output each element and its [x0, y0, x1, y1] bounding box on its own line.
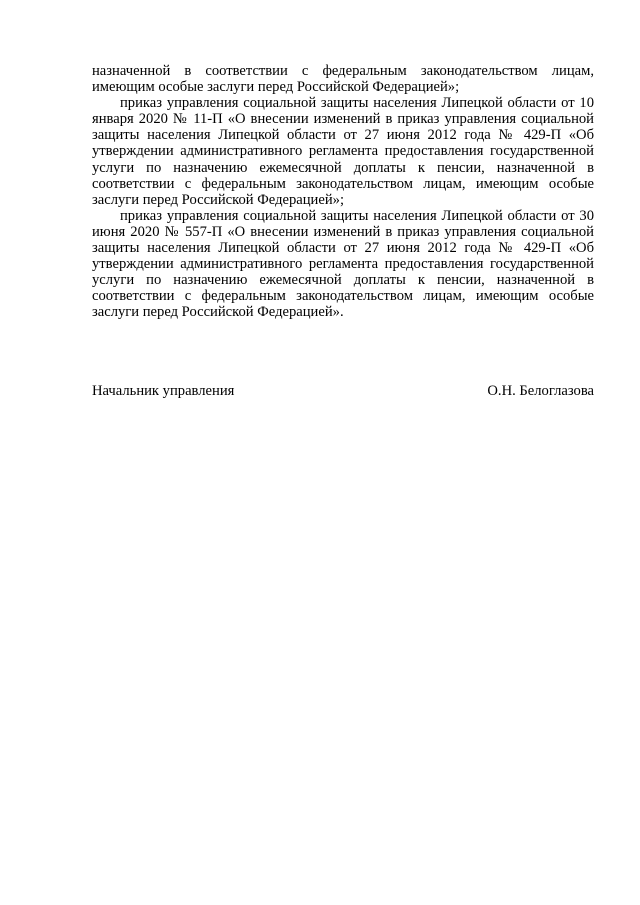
paragraph-order-june: приказ управления социальной защиты населения Липецкой области от 30 июня 2020 № 557-П «О внесении изменений в приказ управления социальной защиты населения Липецкой области от 27 июня 2012 года № 429-П «Об утверждении административного регламента предоставления государственной услуги по назначению ежемесячной доплаты к пенсии, назначенной в соответствии с федеральным законодательством лицам, имеющим особые заслуги перед Российской Федерацией». — [92, 207, 594, 321]
signature-block — [92, 383, 594, 399]
signature-position: Начальник управления — [92, 383, 235, 399]
document-body — [92, 63, 594, 321]
paragraph-continuation: назначенной в соответствии с федеральным законодательством лицам, имеющим особые заслуги перед Российской Федерацией»; — [92, 63, 594, 96]
signature-name: О.Н. Белоглазова — [487, 383, 594, 399]
paragraph-order-january: приказ управления социальной защиты населения Липецкой области от 10 января 2020 № 11-П «О внесении изменений в приказ управления социальной защиты населения Липецкой области от 27 июня 2012 года № 429-П «Об утверждении административного регламента предоставления государственной услуги по назначению ежемесячной доплаты к пенсии, назначенной в соответствии с федеральным законодательством лицам, имеющим особые заслуги перед Российской Федерацией»; — [92, 95, 594, 208]
